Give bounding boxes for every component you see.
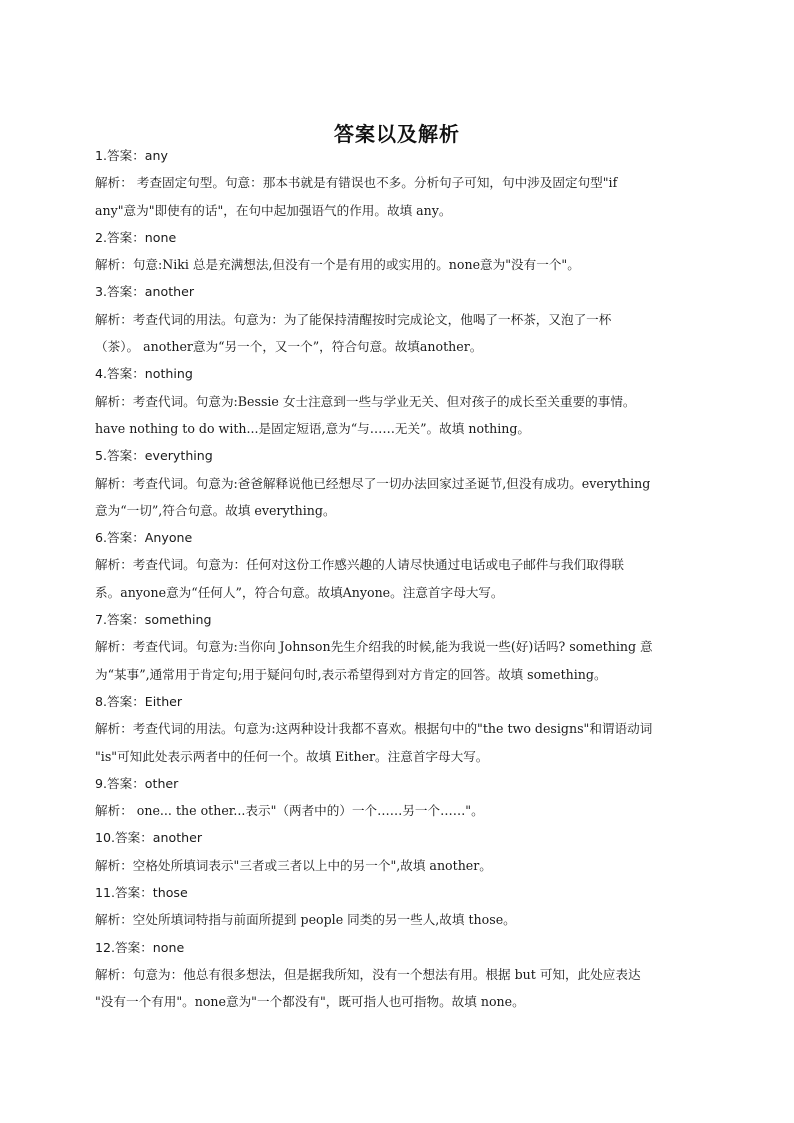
answer-list [95,142,701,1016]
explanation-line: 解析：空处所填词特指与前面所提到 people 同类的另一些人,故填 those。 [95,912,516,928]
explanation-line: 解析：考查代词。句意为:当你向 Johnson先生介绍我的时候,能为我说一些(好)话吗? something 意 [95,639,653,655]
answer-line: 12.答案：none [95,939,185,955]
explanation-line: 解析：考查代词的用法。句意为:这两种设计我都不喜欢。根据句中的"the two designs"和谓语动词 [95,721,653,737]
explanation-line: 解析：考查代词。句意为：任何对这份工作感兴趣的人请尽快通过电话或电子邮件与我们取得联 [95,557,624,573]
answer-line: 9.答案：other [95,775,179,791]
explanation-line: 解析：考查代词。句意为:Bessie 女士注意到一些与学业无关、但对孩子的成长至关重要的事情。 [95,393,636,409]
answer-line: 11.答案：those [95,885,188,901]
explanation-line: 解析：考查代词的用法。句意为：为了能保持清醒按时完成论文，他喝了一杯茶，又泡了一杯 [95,311,612,327]
answer-line: 7.答案：something [95,612,212,628]
answer-line: 3.答案：another [95,284,195,300]
explanation-line: any"意为"即使有的话"，在句中起加强语气的作用。故填 any。 [95,202,452,218]
answer-line: 2.答案：none [95,229,177,245]
explanation-line: 解析： 考查固定句型。句意：那本书就是有错误也不多。分析句子可知，句中涉及固定句型"if [95,175,618,191]
answer-line: 1.答案：any [95,148,168,163]
answer-line: 6.答案：Anyone [95,530,193,546]
explanation-line: 解析：考查代词。句意为:爸爸解释说他已经想尽了一切办法回家过圣诞节,但没有成功。everything [95,475,651,491]
answer-line: 8.答案：Either [95,693,183,709]
explanation-line: 解析： one... the other...表示"（两者中的）一个……另一个……"。 [95,803,484,819]
explanation-line: "没有一个有用"。none意为"一个都没有"，既可指人也可指物。故填 none。 [95,994,525,1010]
answer-line: 10.答案：another [95,830,203,846]
explanation-line: （茶）。 another意为“另一个，又一个”，符合句意。故填another。 [95,339,483,355]
explanation-line: 意为“一切”,符合句意。故填 everything。 [95,502,336,518]
answer-line: 5.答案：everything [95,448,213,464]
explanation-line: 系。anyone意为“任何人”，符合句意。故填Anyone。注意首字母大写。 [95,584,504,600]
explanation-line: 解析：句意为：他总有很多想法，但是据我所知，没有一个想法有用。根据 but 可知，此处应表达 [95,966,641,982]
explanation-line: have nothing to do with...是固定短语,意为“与……无关”。故填 nothing。 [95,420,530,436]
explanation-line: "is"可知此处表示两者中的任何一个。故填 Either。注意首字母大写。 [95,748,489,764]
page-title: 答案以及解析 [334,122,460,146]
answer-line: 4.答案：nothing [95,366,193,382]
explanation-line: 解析：句意:Niki 总是充满想法,但没有一个是有用的或实用的。none意为"没有一个"。 [95,257,580,273]
explanation-line: 为“某事”,通常用于肯定句;用于疑问句时,表示希望得到对方肯定的回答。故填 something。 [95,666,607,682]
explanation-line: 解析：空格处所填词表示"三者或三者以上中的另一个",故填 another。 [95,857,492,873]
